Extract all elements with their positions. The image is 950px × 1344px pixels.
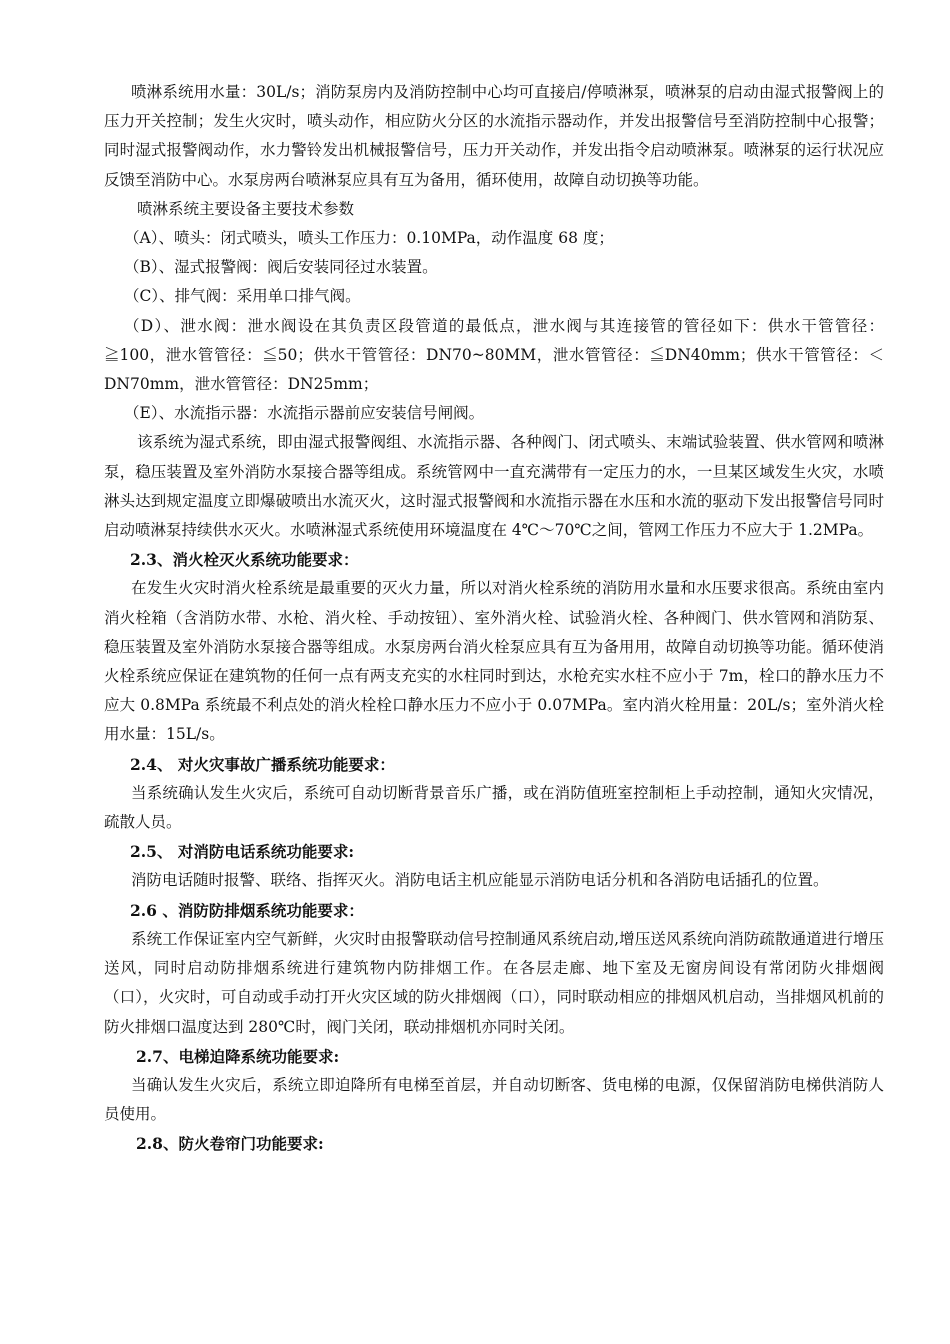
heading-2-4: 2.4、 对火灾事故广播系统功能要求：	[130, 754, 395, 774]
paragraph-hydrant: 在发生火灾时消火栓系统是最重要的灭火力量，所以对消火栓系统的消防用水量和水压要求很高。系统由室内消火栓箱（含消防水带、水枪、消火栓、手动按钮）、室外消火栓、试验消火栓、各种阀门、供水管网和消防泵、稳压装置及室外消防水泵接合器等组成。水泵房两台消火栓泵应具有互为备用用，故障自动切换等功能。循环使消火栓系统应保证在建筑物的任何一点有两支充实的水柱同时到达，水枪充实水柱不应小于 7m，栓口的静水压力不应大 0.8MPa 系统最不利点处的消火栓栓口静水压力不应小于 0.07MPa。室内消火栓用量：20L/s；室外消火栓用水量：15L/s。	[104, 579, 884, 744]
heading-2-3: 2.3、消火栓灭火系统功能要求：	[130, 550, 359, 570]
paragraph-wet-system: 该系统为湿式系统，即由湿式报警阀组、水流指示器、各种阀门、闭式喷头、末端试验装置、供水管网和喷淋泵，稳压装置及室外消防水泵接合器等组成。系统管网中一直充满带有一定压力的水，一旦某区域发生火灾，水喷淋头达到规定温度立即爆破喷出水流灭火，这时湿式报警阀和水流指示器在水压和水流的驱动下发出报警信号同时启动喷淋泵持续供水灭火。水喷淋湿式系统使用环境温度在 4℃～70℃之间，管网工作压力不应大于 1.2MPa。	[104, 433, 884, 540]
list-item-d: （D）、泄水阀：泄水阀设在其负责区段管道的最低点，泄水阀与其连接管的管径如下：供水干管管径：≧100，泄水管管径：≦50；供水干管管径：DN70~80MM，泄水管管径：≦DN40mm；供水干管管径：＜DN70mm，泄水管管径：DN25mm；	[104, 316, 884, 394]
heading-2-5: 2.5、 对消防电话系统功能要求:	[130, 842, 355, 862]
heading-2-8: 2.8、防火卷帘门功能要求:	[136, 1134, 324, 1154]
list-item-a: （A）、喷头：闭式喷头，喷头工作压力：0.10MPa，动作温度 68 度；	[124, 229, 614, 248]
paragraph-elevator: 当确认发生火灾后，系统立即迫降所有电梯至首层，并自动切断客、货电梯的电源，仅保留消防电梯供消防人员使用。	[104, 1075, 884, 1124]
paragraph-broadcast: 当系统确认发生火灾后，系统可自动切断背景音乐广播，或在消防值班室控制柜上手动控制，通知火灾情况，疏散人员。	[104, 783, 884, 832]
paragraph-telephone: 消防电话随时报警、联络、指挥灭火。消防电话主机应能显示消防电话分机和各消防电话插孔的位置。	[131, 871, 829, 890]
paragraph-sprinkler-params-title: 喷淋系统主要设备主要技术参数	[137, 199, 355, 218]
list-item-e: （E）、水流指示器：水流指示器前应安装信号闸阀。	[124, 404, 485, 423]
list-item-c: （C）、排气阀：采用单口排气阀。	[124, 287, 361, 306]
heading-2-7: 2.7、电梯迫降系统功能要求:	[136, 1046, 340, 1066]
paragraph-sprinkler-water: 喷淋系统用水量：30L/s；消防泵房内及消防控制中心均可直接启/停喷淋泵，喷淋泵的启动由湿式报警阀上的压力开关控制；发生火灾时，喷头动作，相应防火分区的水流指示器动作，并发出报警信号至消防控制中心报警；同时湿式报警阀动作，水力警铃发出机械报警信号，压力开关动作，并发出指令启动喷淋泵。喷淋泵的运行状况应反馈至消防中心。水泵房两台喷淋泵应具有互为备用，循环使用，故障自动切换等功能。	[104, 83, 884, 189]
document-page	[104, 78, 884, 1159]
heading-2-6: 2.6 、消防防排烟系统功能要求：	[130, 900, 364, 920]
paragraph-smoke-exhaust: 系统工作保证室内空气新鲜，火灾时由报警联动信号控制通风系统启动,增压送风系统向消防疏散通道进行增压送风，同时启动防排烟系统进行建筑物内防排烟工作。在各层走廊、地下室及无窗房间设有常闭防火排烟阀（口），火灾时，可自动或手动打开火灾区域的防火排烟阀（口），同时联动相应的排烟风机启动，当排烟风机前的防火排烟口温度达到 280℃时，阀门关闭，联动排烟机亦同时关闭。	[104, 929, 884, 1036]
list-item-b: （B）、湿式报警阀：阀后安装同径过水装置。	[124, 258, 438, 277]
